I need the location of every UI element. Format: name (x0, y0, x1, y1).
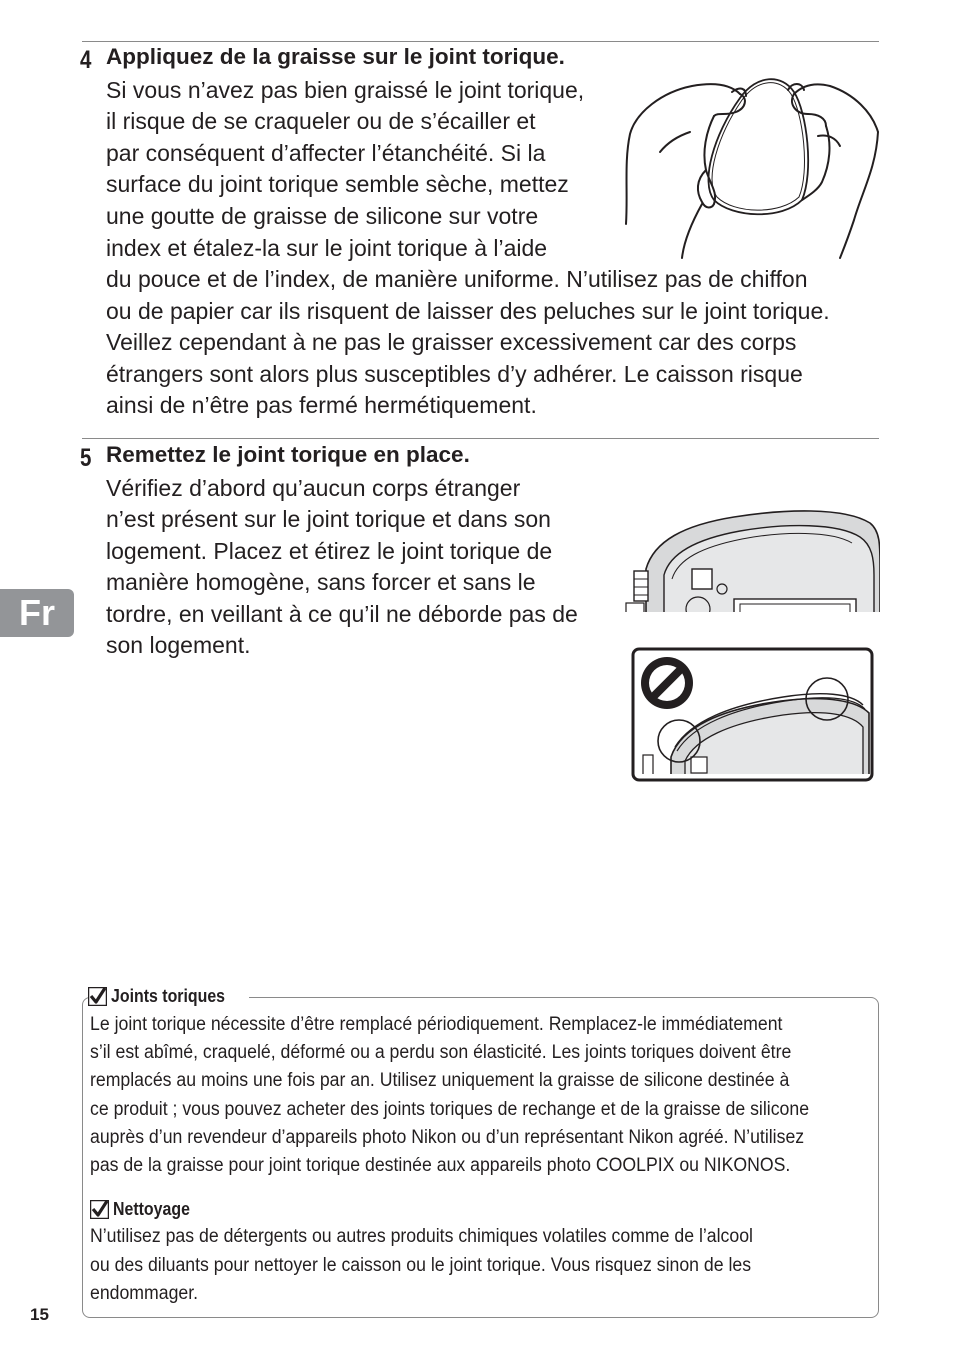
step-line: Si vous n’avez pas bien graissé le joint torique, (106, 77, 585, 103)
step-line: surface du joint torique semble sèche, mettez (106, 171, 569, 197)
note-title-text: Joints toriques (111, 985, 226, 1006)
step-line: son logement. (106, 632, 251, 658)
step-line: ainsi de n’être pas fermé hermétiquement. (106, 392, 537, 418)
note-line: auprès d’un revendeur d’appareils photo Nikon ou d’un représentant Nikon agréé. N’utilisez (90, 1127, 805, 1148)
step-line: une goutte de graisse de silicone sur votre (106, 203, 539, 229)
note-line: N’utilisez pas de détergents ou autres produits chimiques volatiles comme de l’alcool (90, 1226, 753, 1247)
note-title-nettoyage (90, 1198, 207, 1220)
step-line: ou de papier car ils risquent de laisser des peluches sur le joint torique. (106, 298, 830, 324)
step-line: Veillez cependant à ne pas le graisser excessivement car des corps (106, 329, 797, 355)
note-title-text: Nettoyage (113, 1198, 190, 1219)
note-line: pas de la graisse pour joint torique destinée aux appareils photo COOLPIX ou NIKONOS. (90, 1155, 791, 1176)
step-number: 5 (80, 444, 92, 472)
housing-o-ring-correct-illustration (624, 505, 880, 613)
step-line: il risque de se craqueler ou de s’écailler et (106, 108, 536, 134)
step-title: Remettez le joint torique en place. (106, 442, 470, 467)
section-divider-middle (82, 438, 879, 439)
note-line: remplacés au moins une fois par an. Utilisez uniquement la graisse de silicone destinée à (90, 1070, 790, 1091)
step-line: n’est présent sur le joint torique et dans son (106, 506, 551, 532)
check-mark-icon (88, 987, 107, 1006)
note-line: Le joint torique nécessite d’être remplacé périodiquement. Remplacez-le immédiatement (90, 1014, 783, 1035)
housing-o-ring-incorrect-illustration (631, 647, 874, 782)
note-line: ce produit ; vous pouvez acheter des joints toriques de rechange et de la graisse de silicone (90, 1099, 810, 1120)
step-line: logement. Placez et étirez le joint torique de (106, 538, 553, 564)
note-line: s’il est abîmé, craquelé, déformé ou a perdu son élasticité. Les joints toriques doivent être (90, 1042, 792, 1063)
step-line: manière homogène, sans forcer et sans le (106, 569, 536, 595)
step-title: Appliquez de la graisse sur le joint torique. (106, 44, 565, 69)
note-line: ou des diluants pour nettoyer le caisson ou le joint torique. Vous risquez sinon de les (90, 1255, 752, 1276)
page-number: 15 (30, 1305, 49, 1324)
section-divider-top (82, 41, 879, 42)
hands-greasing-o-ring-illustration (622, 72, 882, 260)
step-line: étrangers sont alors plus susceptibles d’y adhérer. Le caisson risque (106, 361, 803, 387)
step-line: Vérifiez d’abord qu’aucun corps étranger (106, 475, 521, 501)
language-tab: Fr (0, 589, 74, 637)
prohibited-icon (641, 657, 693, 709)
step-line: par conséquent d’affecter l’étanchéité. Si la (106, 140, 546, 166)
step-number: 4 (80, 46, 92, 74)
note-title-joints (88, 985, 249, 1007)
check-mark-icon (90, 1200, 109, 1219)
step-line: index et étalez-la sur le joint torique à l’aide (106, 235, 548, 261)
step-line: tordre, en veillant à ce qu’il ne déborde pas de (106, 601, 578, 627)
note-line: endommager. (90, 1283, 199, 1304)
step-line: du pouce et de l’index, de manière uniforme. N’utilisez pas de chiffon (106, 266, 808, 292)
